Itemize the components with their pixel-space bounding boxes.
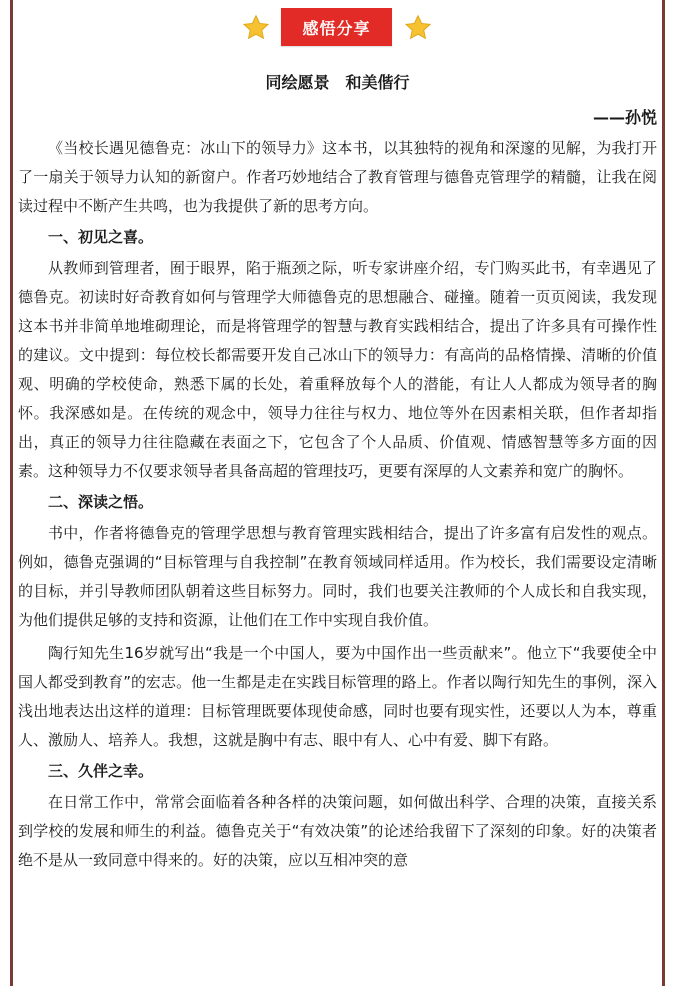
left-border [10,0,13,986]
article-author: ——孙悦 [592,108,657,127]
section-heading-1: 一、初见之喜。 [48,228,154,246]
section-heading-3: 三、久伴之幸。 [48,762,154,780]
section2-paragraph-2: 陶行知先生16岁就写出“我是一个中国人，要为中国作出一些贡献来”。他立下“我要使全中国人都受到教育”的宏志。他一生都是走在实践目标管理的路上。作者以陶行知先生的事例，深入浅出地表达出这样的道理：目标管理既要体现使命感，同时也要有现实性，还要以人为本，尊重人、激励人、培养人。我想，这就是胸中有志、眼中有人、心中有爱、脚下有路。 [18,644,657,749]
right-border [662,0,665,986]
star-icon [404,14,432,42]
section-heading-2: 二、深读之悟。 [48,493,154,511]
section-header [0,8,675,48]
intro-paragraph: 《当校长遇见德鲁克：冰山下的领导力》这本书，以其独特的视角和深邃的见解，为我打开了一扇关于领导力认知的新窗户。作者巧妙地结合了教育管理与德鲁克管理学的精髓，让我在阅读过程中不断产生共鸣，也为我提供了新的思考方向。 [18,139,657,215]
section2-paragraph-1: 书中，作者将德鲁克的管理学思想与教育管理实践相结合，提出了许多富有启发性的观点。例如，德鲁克强调的“目标管理与自我控制”在教育领域同样适用。作为校长，我们需要设定清晰的目标，并引导教师团队朝着这些目标努力。同时，我们也要关注教师的个人成长和自我实现，为他们提供足够的支持和资源，让他们在工作中实现自我价值。 [18,524,657,629]
section3-paragraph: 在日常工作中，常常会面临着各种各样的决策问题，如何做出科学、合理的决策，直接关系到学校的发展和师生的利益。德鲁克关于“有效决策”的论述给我留下了深刻的印象。好的决策者绝不是从一致同意中得来的。好的决策，应以互相冲突的意 [18,793,657,869]
header-badge: 感悟分享 [281,8,392,46]
section1-paragraph: 从教师到管理者，囿于眼界，陷于瓶颈之际，听专家讲座介绍，专门购买此书，有幸遇见了德鲁克。初读时好奇教育如何与管理学大师德鲁克的思想融合、碰撞。随着一页页阅读，我发现这本书并非简单地堆砌理论，而是将管理学的智慧与教育实践相结合，提出了许多具有可操作性的建议。文中提到：每位校长都需要开发自己冰山下的领导力：有高尚的品格情操、清晰的价值观、明确的学校使命，熟悉下属的长处，着重释放每个人的潜能，有让人人都成为领导者的胸怀。我深感如是。在传统的观念中，领导力往往与权力、地位等外在因素相关联，但作者却指出，真正的领导力往往隐藏在表面之下，它包含了个人品质、价值观、情感智慧等多方面的因素。这种领导力不仅要求领导者具备高超的管理技巧，更要有深厚的人文素养和宽广的胸怀。 [18,259,657,480]
article-title: 同绘愿景 和美偕行 [265,73,410,92]
star-icon [242,14,270,42]
article-body [18,64,657,875]
